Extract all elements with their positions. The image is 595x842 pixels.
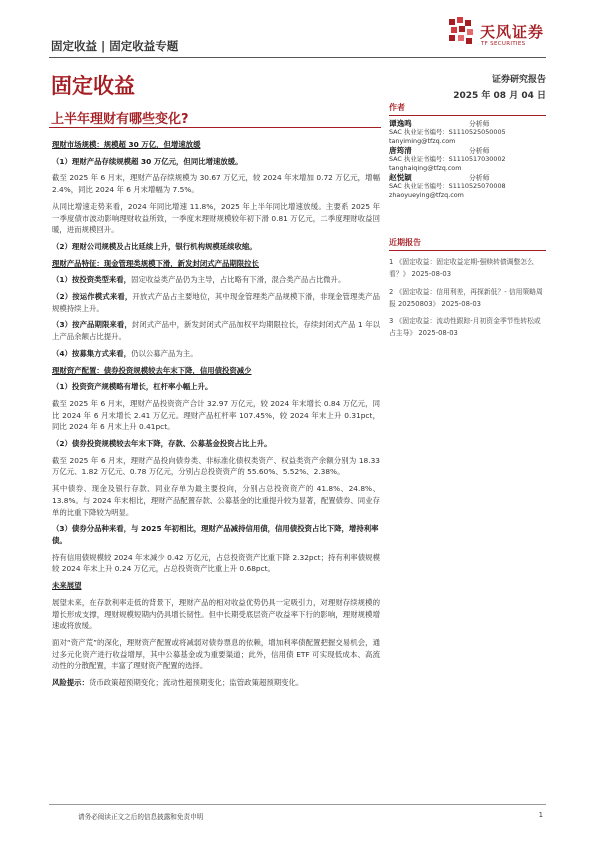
body-paragraph	[52, 398, 380, 433]
header-divider	[49, 57, 546, 58]
section-title: 固定收益	[51, 74, 135, 98]
report-body	[52, 139, 380, 694]
paragraph-text: （2）债券投资规模较去年末下降，存款、公募基金投资占比上升。	[52, 439, 272, 449]
body-paragraph	[52, 319, 380, 342]
author-sac: SAC 执业证书编号：S1110517030002	[389, 155, 506, 164]
body-paragraph	[52, 172, 380, 195]
logo-mark-icon	[447, 17, 477, 47]
logo-subtitle: TF SECURITIES	[481, 41, 526, 47]
subsection-heading	[52, 381, 380, 393]
paragraph-text: （1）理财产品存续规模超 30 万亿元，但同比增速放缓。	[52, 156, 243, 166]
report-date: 2025 年 08 月 04 日	[453, 91, 546, 101]
recent-reports-list	[389, 256, 546, 340]
recent-reports-heading: 近期报告	[389, 237, 546, 251]
author-email[interactable]: tanyiming@tfzq.com	[389, 136, 456, 145]
body-paragraph	[52, 348, 380, 360]
recent-report-link[interactable]: 1 《固定收益：固定收益定期-强赎转债调整怎么看？》 2025-08-03	[389, 258, 534, 279]
authors-heading: 作者	[389, 102, 546, 116]
author-name: 谭逸鸣	[389, 119, 412, 128]
paragraph-text: 开放式产品占主要地位，其中现金管理类产品规模下滑，非现金管理类产品规模持续上升。	[52, 292, 380, 313]
author-role: 分析师	[469, 120, 490, 128]
paragraph-text: （1）投资资产规模略有增长，杠杆率小幅上升。	[52, 382, 213, 392]
author-entry	[389, 147, 546, 174]
paragraph-text: 面对“资产荒”的深化，理财资产配置或将减弱对债券票息的依赖，增加利率债配置把握交易机会，通过多元化资产进行收益增厚，其中公募基金或为重要渠道；此外，信用债 ETF 可实现低成本、高流动性的分散配置，丰富了理财资产配置的选择。	[52, 637, 380, 671]
author-entry	[389, 120, 546, 147]
paragraph-text: 货币政策超预期变化；流动性超预期变化；监管政策超预期变化。	[88, 678, 304, 688]
author-name: 唐筠清	[389, 146, 412, 155]
body-paragraph	[52, 201, 380, 236]
body-paragraph	[52, 677, 380, 689]
author-email[interactable]: tanghaiqing@tfzq.com	[389, 163, 462, 172]
section-heading	[52, 258, 380, 270]
title-divider	[49, 127, 381, 128]
body-paragraph	[52, 637, 380, 672]
paragraph-text: 截至 2025 年 6 月末，理财产品投向债券类、非标准化债权类资产、权益类资产余额分别为 18.33 万亿元、1.82 万亿元、0.78 万亿元，分别占总投资资产的 55.60%、5.52%、2.38%。	[52, 455, 380, 477]
paragraph-text: 固定收益类产品仍为主导，占比略有下滑，混合类产品占比微升。	[131, 275, 346, 285]
recent-report-link[interactable]: 2 《固定收益：信用利差，再探新低？- 信用策略周报 20250803》 2025-08-03	[389, 287, 543, 308]
paragraph-text: 仍以公募产品为主。	[131, 348, 198, 358]
paragraph-text: 展望未来，在存款利率走低的背景下，理财产品的相对收益优势仍具一定吸引力，对理财存续规模的增长形成支撑，理财规模短期内仍具增长韧性。但中长期受底层资产收益率下行的影响，理财规模增速或将放缓。	[52, 597, 380, 631]
paragraph-text: 理财产品特征：现金管理类规模下滑，新发封闭式产品期限拉长	[52, 258, 259, 268]
footer-disclaimer: 请务必阅读正文之后的信息披露和免责申明	[78, 813, 204, 821]
paragraph-text: 持有信用债规模较 2024 年末减少 0.42 万亿元，占总投资资产比重下降 2.32pct；持有利率债规模较 2024 年末上升 0.24 万亿元，占总投资资产比重上升 0.68pct。	[52, 552, 380, 574]
subsection-heading	[52, 241, 380, 253]
section-heading	[52, 365, 380, 377]
author-role: 分析师	[469, 147, 490, 155]
paragraph-text: （3）债券分品种来看，与 2025 年初相比，理财产品减持信用债，信用债投资占比下降，增持利率债。	[52, 524, 379, 545]
subsection-heading	[52, 523, 380, 546]
paragraph-text: 未来展望	[52, 581, 82, 591]
recent-report-link[interactable]: 3 《固定收益：流动性跟踪-月初资金季节性转松或占主导》 2025-08-03	[389, 317, 541, 338]
body-paragraph	[52, 483, 380, 518]
paragraph-text: （2）理财公司规模及占比延续上升，银行机构规模延续收缩。	[52, 241, 257, 251]
paragraph-text: 从同比增速走势来看，2024 年同比增速 11.8%，2025 年上半年同比增速放缓。主要系 2025 年一季度债市波动影响理财收益所致，一季度末理财规模较年初下滑 0.81 万亿元，二季度理财收益回暖，进而规模回升。	[52, 201, 380, 235]
page-number: 1	[538, 811, 543, 819]
paragraph-text: 截至 2025 年 6 月末，理财产品投资资产合计 32.97 万亿元，较 2024 年末增长 0.84 万亿元，同比 2024 年 6 月末增长 2.41 万亿元。理财产品杠杆率 107.45%，较 2024 年末上升 0.31pct，同比 2024 年 6 月末上升 0.41pct。	[52, 398, 380, 432]
author-sac: SAC 执业证书编号：S1110525070008	[389, 182, 506, 191]
author-role: 分析师	[469, 174, 490, 182]
paragraph-text: 理财市场规模：规模超 30 万亿，但增速放缓	[52, 140, 201, 149]
subsection-heading	[52, 156, 380, 168]
footer-divider	[49, 804, 546, 805]
section-heading	[52, 580, 380, 592]
body-paragraph	[52, 597, 380, 632]
author-email[interactable]: zhaoyueying@tfzq.com	[389, 190, 464, 199]
paragraph-lead: （4）按募集方式来看，	[52, 348, 132, 358]
report-type: 证券研究报告	[491, 75, 546, 85]
logo-name: 天风证券	[480, 23, 545, 41]
company-logo	[447, 17, 557, 53]
paragraph-lead: （2）按运作模式来看，	[52, 292, 133, 302]
sidebar	[389, 102, 546, 340]
paragraph-lead: 风险提示：	[52, 678, 89, 688]
paragraph-text: 理财资产配置：债券投资规模较去年末下降，信用债投资减少	[52, 365, 252, 375]
report-title: 上半年理财有哪些变化?	[51, 112, 189, 127]
body-paragraph	[52, 274, 380, 286]
paragraph-text: 封闭式产品中，新发封闭式产品加权平均期限拉长，存续封闭式产品 1 年以上产品余额占比提升。	[52, 320, 380, 342]
author-name: 赵悦颖	[389, 173, 412, 182]
body-paragraph	[52, 552, 380, 575]
authors-list	[389, 120, 546, 201]
paragraph-lead: （3）按产品期限来看，	[52, 320, 132, 330]
section-heading	[52, 139, 380, 151]
paragraph-text: 截至 2025 年 6 月末，理财产品存续规模为 30.67 万亿元，较 2024 年末增加 0.72 万亿元，增幅 2.4%，同比 2024 年 6 月末增幅为 7.5%。	[52, 173, 380, 195]
subsection-heading	[52, 438, 380, 450]
body-paragraph	[52, 291, 380, 314]
header-category: 固定收益 | 固定收益专题	[51, 39, 179, 53]
body-paragraph	[52, 455, 380, 478]
paragraph-text: 其中债券、现金及银行存款、同业存单为最主要投向，分别占总投资资产的 41.8%、24.8%、13.8%。与 2024 年末相比，理财产品配置存款、公募基金的比重提升较为显著，配置债券、同业存单的比重下降较为明显。	[52, 484, 380, 517]
author-sac: SAC 执业证书编号：S1110525050005	[389, 128, 506, 137]
author-entry	[389, 174, 546, 201]
paragraph-lead: （1）按投资类型来看，	[52, 275, 132, 285]
